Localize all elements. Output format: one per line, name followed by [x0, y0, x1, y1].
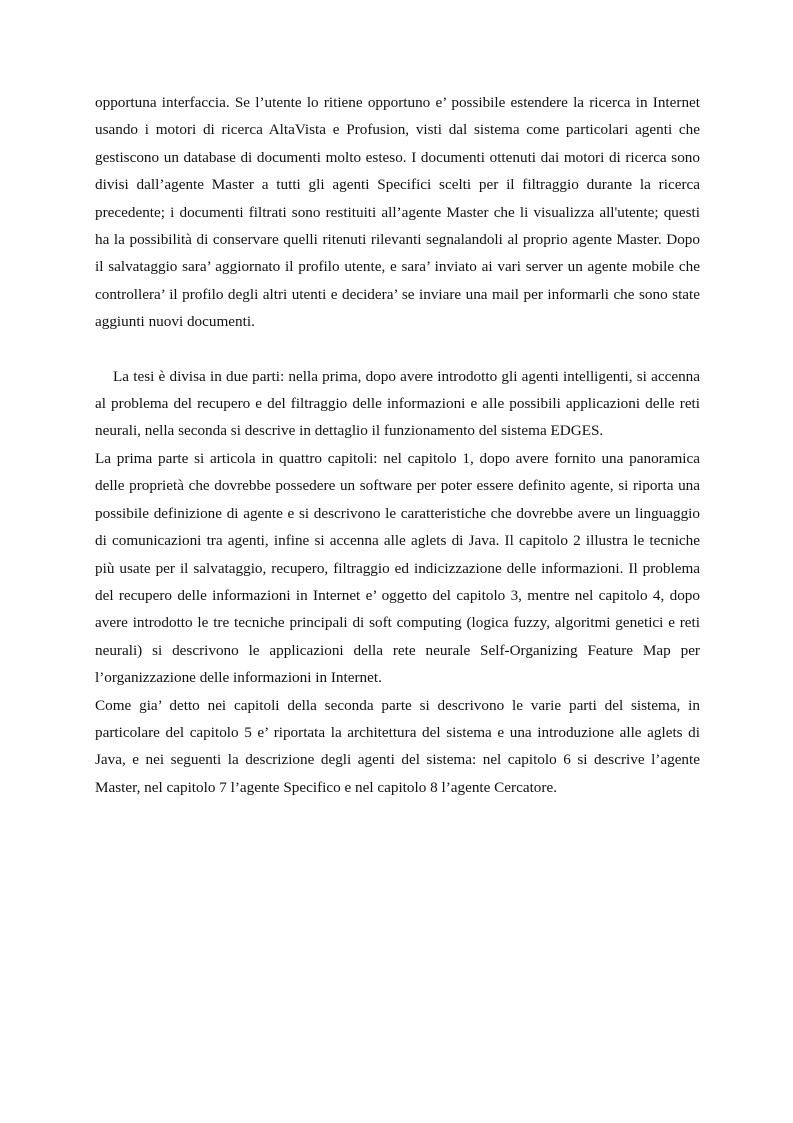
paragraph-thesis-structure: La tesi è divisa in due parti: nella prima, dopo avere introdotto gli agenti intelligenti, si accenna al problema del recupero e del filtraggio delle informazioni e alle possibili applicazioni delle reti neurali, nella seconda si descrive in dettaglio il funzionamento del sistema EDGES.	[95, 367, 700, 440]
document-page	[95, 89, 700, 801]
paragraph-first-part: La prima parte si articola in quattro capitoli: nel capitolo 1, dopo avere fornito una panoramica delle proprietà che dovrebbe possedere un software per poter essere definito agente, si riporta una possibile definizione di agente e si descrivono le caratteristiche che dovrebbe avere un linguaggio di comunicazioni tra agenti, infine si accenna alle aglets di Java. Il capitolo 2 illustra le tecniche più usate per il salvataggio, recupero, filtraggio ed indicizzazione delle informazioni. Il problema del recupero delle informazioni in Internet e’ oggetto del capitolo 3, mentre nel capitolo 4, dopo avere introdotto le tre tecniche principali di soft computing (logica fuzzy, algoritmi genetici e reti neurali) si descrivono le applicazioni della rete neurale Self-Organizing Feature Map per l’organizzazione delle informazioni in Internet.	[95, 449, 700, 687]
paragraph-second-part: Come gia’ detto nei capitoli della seconda parte si descrivono le varie parti del sistema, in particolare del capitolo 5 e’ riportata la architettura del sistema e una introduzione alle aglets di Java, e nei seguenti la descrizione degli agenti del sistema: nel capitolo 6 si descrive l’agente Master, nel capitolo 7 l’agente Specifico e nel capitolo 8 l’agente Cercatore.	[95, 696, 700, 796]
paragraph-interface-search: opportuna interfaccia. Se l’utente lo ritiene opportuno e’ possibile estendere la ricerca in Internet usando i motori di ricerca AltaVista e Profusion, visti dal sistema come particolari agenti che gestiscono un database di documenti molto esteso. I documenti ottenuti dai motori di ricerca sono divisi dall’agente Master a tutti gli agenti Specifici scelti per il filtraggio durante la ricerca precedente; i documenti filtrati sono restituiti all’agente Master che li visualizza all'utente; questi ha la possibilità di conservare quelli ritenuti rilevanti segnalandoli al proprio agente Master. Dopo il salvataggio sara’ aggiornato il profilo utente, e sara’ inviato ai vari server un agente mobile che controllera’ il profilo degli altri utenti e decidera’ se inviare una mail per informarli che sono state aggiunti nuovi documenti.	[95, 94, 700, 331]
